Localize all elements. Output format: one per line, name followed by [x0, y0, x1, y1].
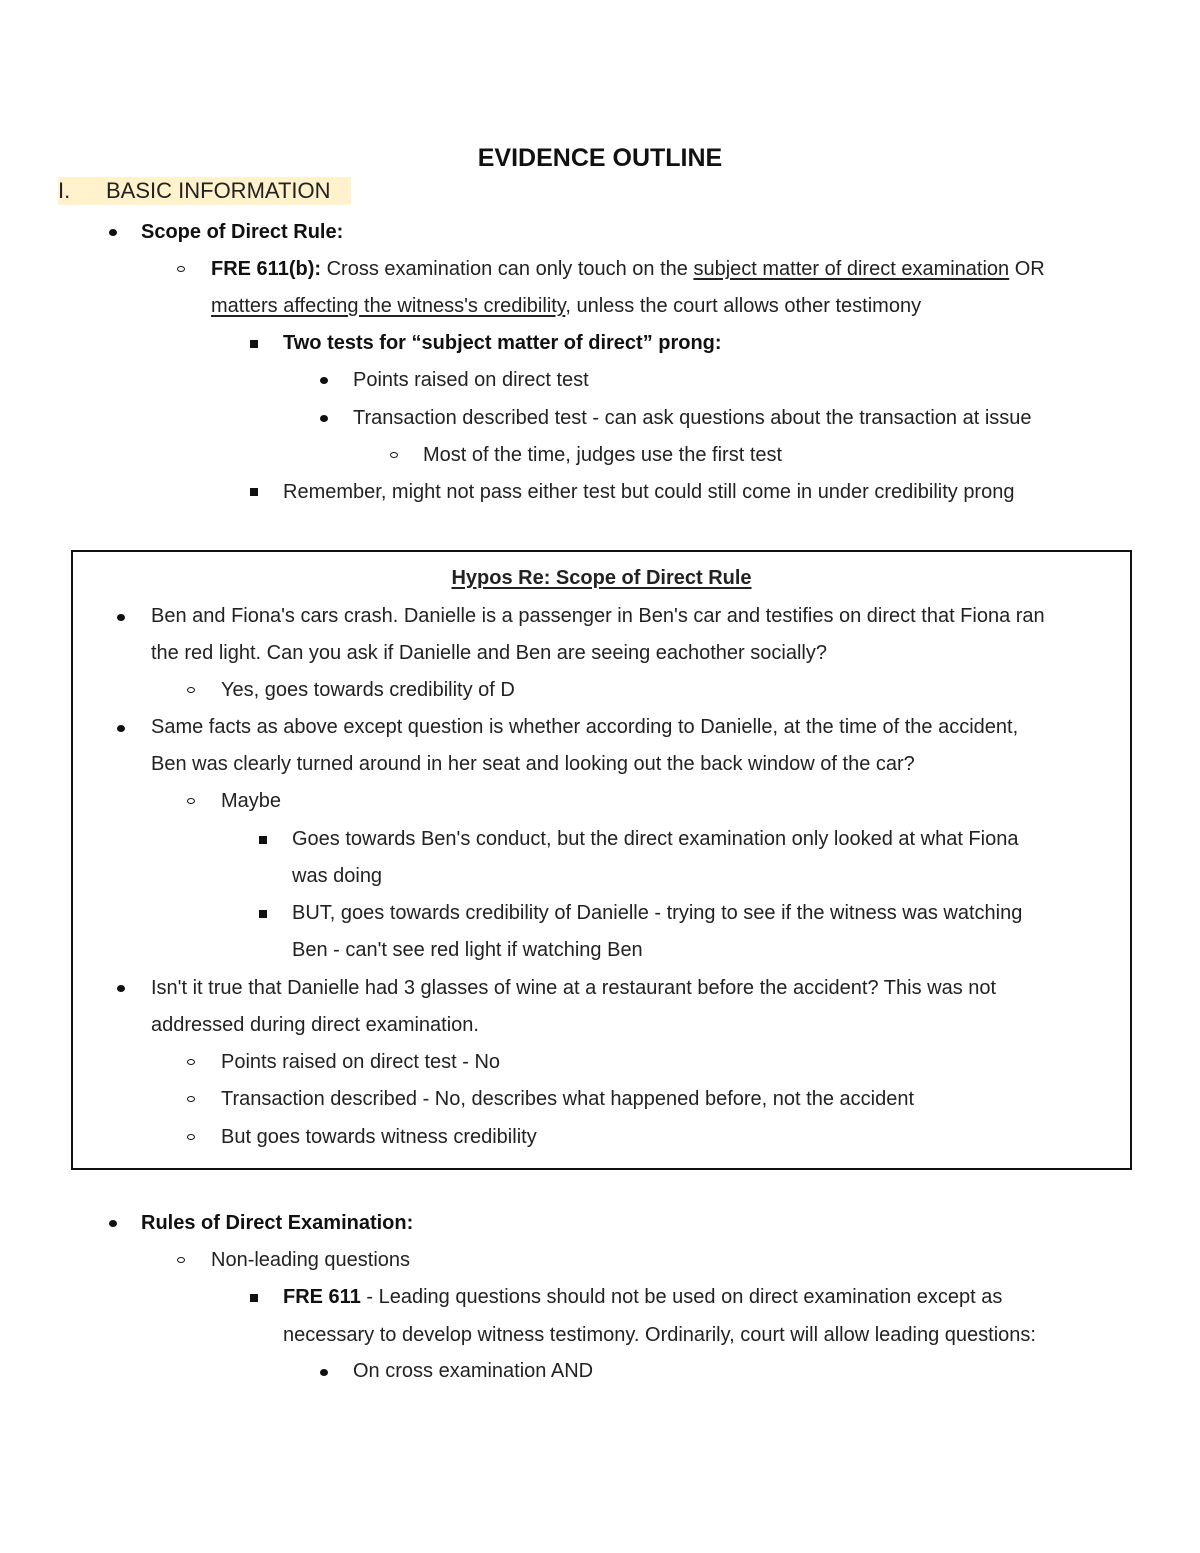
- hypo-3-line-2: addressed during direct examination.: [151, 1014, 479, 1036]
- bullet-dot-icon: [320, 415, 328, 422]
- hypo-2-answer: Maybe: [221, 790, 282, 812]
- rule-text: , unless the court allows other testimony: [565, 295, 922, 317]
- hypo-2-point-1-line-2: was doing: [292, 865, 383, 887]
- hypos-title: Hypos Re: Scope of Direct Rule: [451, 567, 752, 589]
- bullet-circle-icon: [187, 1096, 195, 1102]
- test-1: Points raised on direct test: [353, 369, 589, 391]
- bullet-square-icon: [250, 340, 258, 348]
- bullet-square-icon: [259, 910, 267, 918]
- hypo-2-point-2-line-1: BUT, goes towards credibility of Danielle - trying to see if the witness was watching: [292, 902, 1023, 924]
- section-heading: BASIC INFORMATION: [106, 178, 331, 203]
- remember-note: Remember, might not pass either test but could still come in under credibility prong: [283, 481, 1015, 503]
- hypo-2-line-2: Ben was clearly turned around in her seat and looking out the back window of the car?: [151, 753, 915, 775]
- fre-611-label: FRE 611: [283, 1286, 361, 1308]
- rule-underline-credibility: matters affecting the witness's credibility: [211, 295, 566, 317]
- rule-text: - Leading questions should not be used on direct examination except as: [360, 1286, 1003, 1308]
- direct-heading: Rules of Direct Examination:: [141, 1212, 414, 1234]
- hypo-3-answer-3: But goes towards witness credibility: [221, 1126, 537, 1148]
- bullet-circle-icon: [177, 266, 185, 272]
- test-note: Most of the time, judges use the first test: [423, 444, 783, 466]
- hypo-1-answer: Yes, goes towards credibility of D: [221, 679, 515, 701]
- hypo-2-line-1: Same facts as above except question is whether according to Danielle, at the time of the accident,: [151, 716, 1019, 738]
- hypo-3-line-1: Isn't it true that Danielle had 3 glasses of wine at a restaurant before the accident? This was not: [151, 977, 997, 999]
- bullet-circle-icon: [390, 452, 398, 458]
- hypo-1-line-2: the red light. Can you ask if Danielle and Ben are seeing eachother socially?: [151, 642, 827, 664]
- test-2: Transaction described test - can ask questions about the transaction at issue: [353, 407, 1032, 429]
- fre-611b-label: FRE 611(b):: [211, 258, 322, 280]
- rule-underline-subject: subject matter of direct examination: [693, 258, 1010, 280]
- bullet-dot-icon: [117, 614, 125, 621]
- fre-611b-line-2: [211, 293, 921, 319]
- fre-611-line: [283, 1284, 1002, 1310]
- tests-heading: Two tests for “subject matter of direct” prong:: [283, 332, 722, 354]
- direct-sub: Non-leading questions: [211, 1249, 411, 1271]
- bullet-dot-icon: [109, 229, 117, 236]
- bullet-circle-icon: [187, 687, 195, 693]
- scope-heading: Scope of Direct Rule:: [141, 221, 344, 243]
- hypo-1-line-1: Ben and Fiona's cars crash. Danielle is a passenger in Ben's car and testifies on direct that Fiona ran: [151, 605, 1045, 627]
- bullet-dot-icon: [320, 1369, 328, 1376]
- bullet-dot-icon: [109, 1220, 117, 1227]
- hypo-3-answer-1: Points raised on direct test - No: [221, 1051, 501, 1073]
- rule-text: OR: [1009, 258, 1045, 280]
- fre-611-line-2: necessary to develop witness testimony. Ordinarily, court will allow leading questions:: [283, 1324, 1036, 1346]
- page-title: EVIDENCE OUTLINE: [477, 144, 723, 172]
- fre-611b-line: [211, 256, 1045, 282]
- bullet-dot-icon: [117, 985, 125, 992]
- hypo-2-point-1-line-1: Goes towards Ben's conduct, but the direct examination only looked at what Fiona: [292, 828, 1019, 850]
- bullet-dot-icon: [320, 377, 328, 384]
- hypo-2-point-2-line-2: Ben - can't see red light if watching Ben: [292, 939, 643, 961]
- bullet-circle-icon: [177, 1257, 185, 1263]
- bullet-square-icon: [250, 488, 258, 496]
- section-numeral: I.: [58, 178, 71, 203]
- bullet-square-icon: [250, 1294, 258, 1302]
- bullet-square-icon: [259, 836, 267, 844]
- direct-item-1: On cross examination AND: [353, 1360, 594, 1382]
- rule-text: Cross examination can only touch on the: [321, 258, 694, 280]
- bullet-circle-icon: [187, 1134, 195, 1140]
- bullet-dot-icon: [117, 725, 125, 732]
- bullet-circle-icon: [187, 798, 195, 804]
- bullet-circle-icon: [187, 1059, 195, 1065]
- hypo-3-answer-2: Transaction described - No, describes what happened before, not the accident: [221, 1088, 915, 1110]
